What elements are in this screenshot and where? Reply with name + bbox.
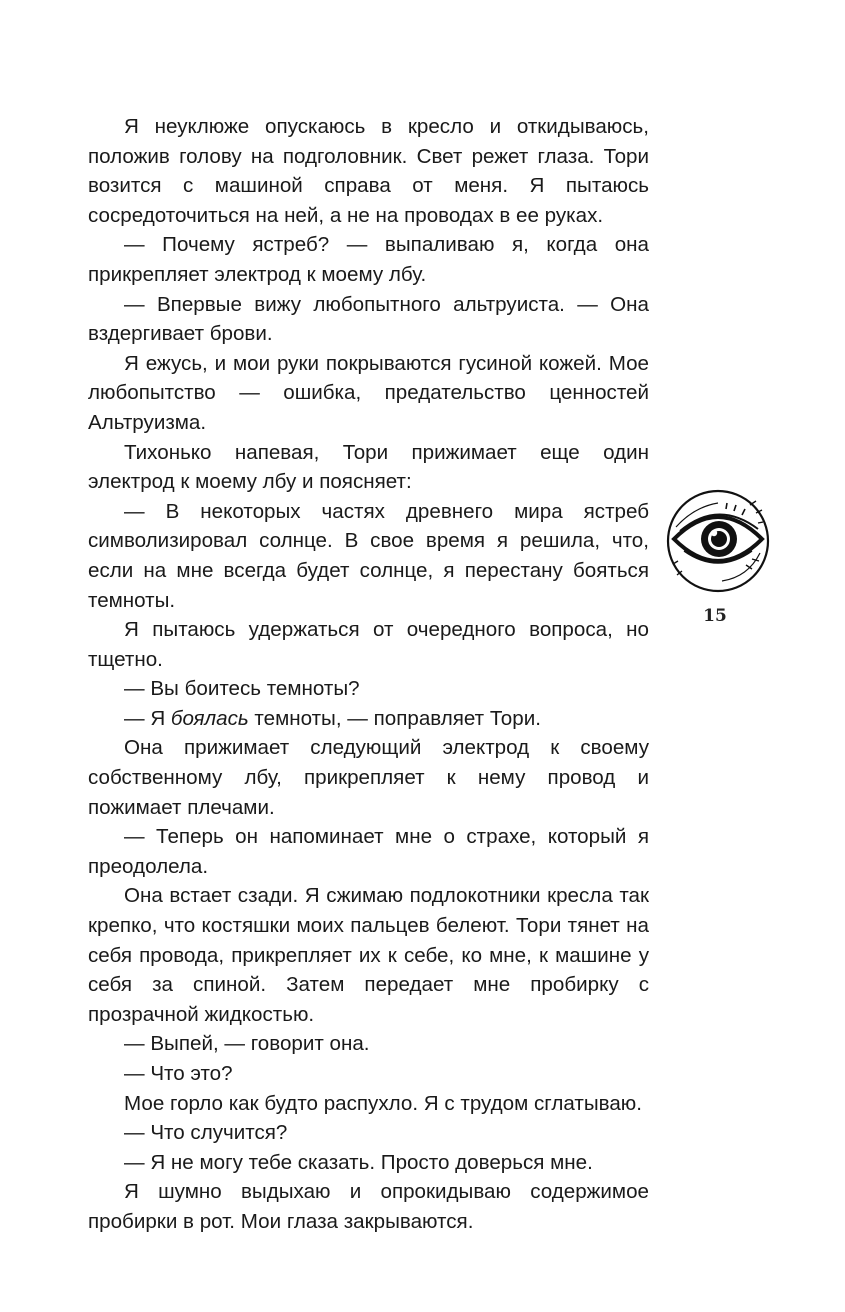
- paragraph: Тихонько напевая, Тори прижимает еще один электрод к моему лбу и поясняет:: [88, 440, 649, 494]
- paragraph-text: — Я: [124, 706, 171, 730]
- paragraph: — Теперь он напоминает мне о страхе, который я преодолела.: [88, 825, 649, 878]
- body-text: [88, 112, 649, 1237]
- paragraph: Она встает сзади. Я сжимаю подлокотники кресла так крепко, что костяшки моих пальцев белеют. Тори тянет на себя провода, прикрепляет их к себе, ко мне, к машине у себя за спиной. Затем передает мне пробирку с прозрачной жидкостью.: [88, 884, 649, 1026]
- paragraph: Я неуклюже опускаюсь в кресло и откидываюсь, положив голову на подголовник. Свет режет глаза. Тори возится с машиной справа от меня. Я пытаюсь сосредоточиться на ней, а не на проводах в ее руках.: [88, 115, 649, 227]
- eye-icon: [664, 487, 772, 595]
- paragraph: Я пытаюсь удержаться от очередного вопроса, но тщетно.: [88, 618, 649, 671]
- paragraph: — Почему ястреб? — выпаливаю я, когда она прикрепляет электрод к моему лбу.: [88, 233, 649, 286]
- paragraph: — Впервые вижу любопытного альтруиста. — Она вздергивает брови.: [88, 292, 649, 346]
- paragraph: Я шумно выдыхаю и опрокидываю содержимое пробирки в рот. Мои глаза закрываются.: [88, 1180, 649, 1233]
- paragraph: — Вы боитесь темноты?: [124, 677, 360, 701]
- eye-emblem: [664, 487, 772, 595]
- paragraph: — Что это?: [124, 1062, 233, 1085]
- paragraph: — Что случится?: [124, 1121, 288, 1145]
- paragraph: Она прижимает следующий электрод к своему собственному лбу, прикрепляет к нему провод и пожимает плечами.: [88, 736, 649, 819]
- paragraph: — Выпей, — говорит она.: [124, 1032, 370, 1056]
- paragraph: Я ежусь, и мои руки покрываются гусиной кожей. Мое любопытство — ошибка, предательство ценностей Альтруизма.: [88, 351, 649, 434]
- page-number: 15: [703, 606, 727, 626]
- paragraph: [88, 704, 649, 734]
- paragraph: — В некоторых частях древнего мира ястреб символизировал солнце. В свое время я решила, что, если на мне всегда будет солнце, я перестану бояться темноты.: [88, 499, 649, 612]
- emphasized-word: боялась: [170, 706, 249, 730]
- paragraph: — Я не могу тебе сказать. Просто доверься мне.: [124, 1150, 593, 1174]
- paragraph: Мое горло как будто распухло. Я с трудом сглатываю.: [124, 1091, 642, 1115]
- paragraph-text: темноты, — поправляет Тори.: [248, 706, 541, 730]
